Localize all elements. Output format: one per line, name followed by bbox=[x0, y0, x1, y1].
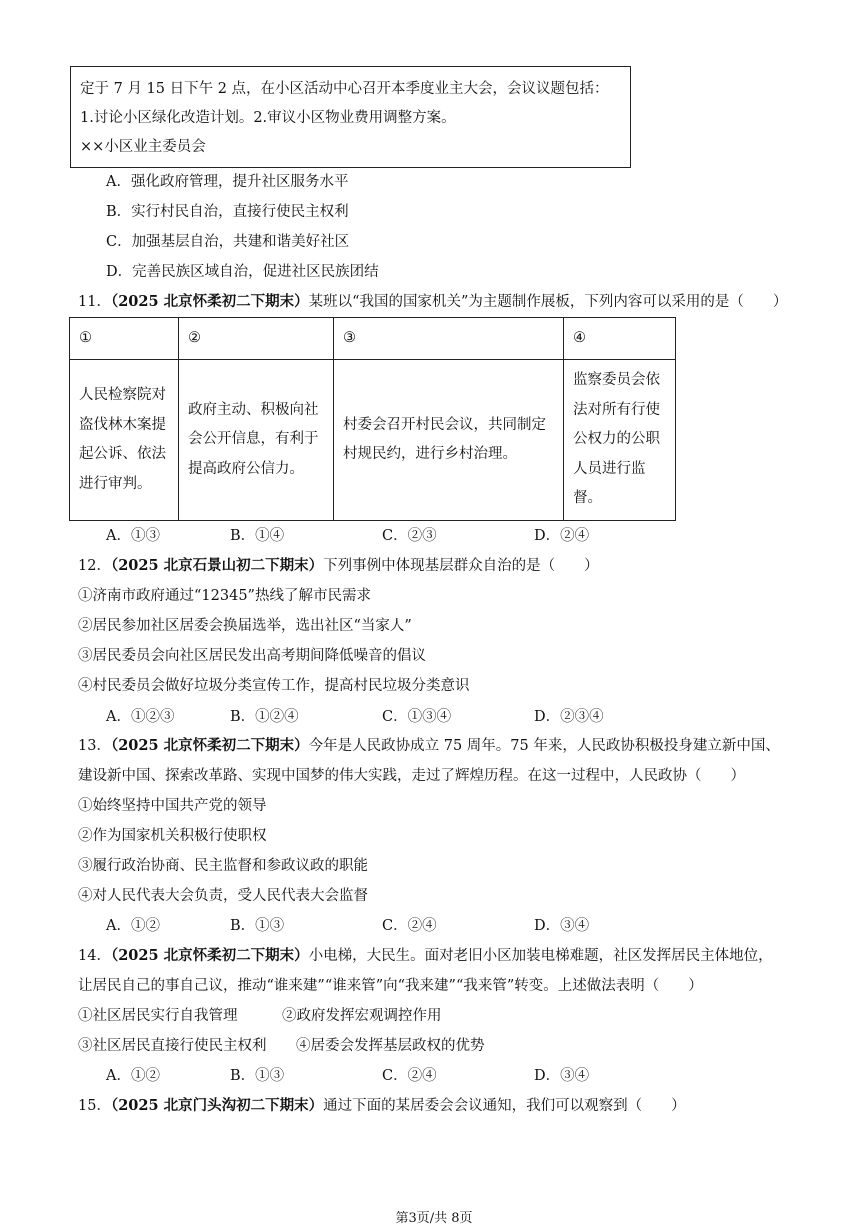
page-number-footer: 第3页/共 8页 bbox=[395, 1211, 473, 1226]
q12-source: （2025 北京石景山初二下期末） bbox=[110, 557, 324, 574]
q15-question bbox=[78, 1094, 686, 1115]
q10-option-c[interactable]: C．加强基层自治，共建和谐美好社区 bbox=[106, 234, 350, 250]
q12-option-b[interactable]: B．①②④ bbox=[230, 709, 299, 725]
q14-option-b[interactable]: B．①③ bbox=[230, 1068, 285, 1084]
q11-header-4: ④ bbox=[564, 318, 676, 360]
q13-option-a[interactable]: A．①② bbox=[106, 918, 160, 934]
q14-item-1: ①社区居民实行自我管理 bbox=[78, 1008, 238, 1024]
notice-line-1: 定于 7 月 15 日下午 2 点，在小区活动中心召开本季度业主大会，会议议题包括： bbox=[80, 81, 609, 97]
q13-stem-2: 建设新中国、探索改革路、实现中国梦的伟大实践，走过了辉煌历程。在这一过程中，人民政协（ ） bbox=[78, 768, 745, 784]
q12-item-1: ①济南市政府通过“12345”热线了解市民需求 bbox=[78, 588, 371, 604]
q12-item-4: ④村民委员会做好垃圾分类宣传工作，提高村民垃圾分类意识 bbox=[78, 678, 470, 694]
q12-option-c[interactable]: C．①③④ bbox=[382, 709, 452, 725]
q14-item-2: ②政府发挥宏观调控作用 bbox=[282, 1008, 442, 1024]
q13-item-1: ①始终坚持中国共产党的领导 bbox=[78, 798, 267, 814]
q13-option-b[interactable]: B．①③ bbox=[230, 918, 285, 934]
notice-line-2: 1.讨论小区绿化改造计划。2.审议小区物业费用调整方案。 bbox=[80, 110, 456, 126]
q10-option-a[interactable]: A．强化政府管理，提升社区服务水平 bbox=[106, 174, 349, 190]
q13-option-c[interactable]: C．②④ bbox=[382, 918, 437, 934]
q14-option-c[interactable]: C．②④ bbox=[382, 1068, 437, 1084]
q11-table-header-row bbox=[70, 318, 676, 360]
q11-option-c[interactable]: C．②③ bbox=[382, 528, 437, 544]
q11-table-body-row bbox=[70, 360, 676, 521]
q11-cell-4: 监察委员会依法对所有行使公权力的公职人员进行监督。 bbox=[564, 360, 676, 521]
q11-option-a[interactable]: A．①③ bbox=[106, 528, 160, 544]
q12-item-3: ③居民委员会向社区居民发出高考期间降低噪音的倡议 bbox=[78, 648, 426, 664]
notice-signature: ××小区业主委员会 bbox=[80, 139, 206, 155]
q13-stem-1: 今年是人民政协成立 75 周年。75 年来，人民政协积极投身建立新中国、 bbox=[308, 738, 780, 754]
q11-cell-2: 政府主动、积极向社会公开信息，有利于提高政府公信力。 bbox=[179, 360, 334, 521]
q14-item-3: ③社区居民直接行使民主权利 bbox=[78, 1038, 267, 1054]
q12-number: 12． bbox=[78, 558, 111, 574]
q11-header-1: ① bbox=[70, 318, 179, 360]
q14-option-d[interactable]: D．③④ bbox=[534, 1068, 590, 1084]
meeting-notice-box bbox=[70, 66, 631, 168]
q11-option-d[interactable]: D．②④ bbox=[534, 528, 590, 544]
q11-table bbox=[69, 317, 676, 521]
q14-number: 14． bbox=[78, 948, 111, 964]
q12-item-2: ②居民参加社区居委会换届选举，选出社区“当家人” bbox=[78, 618, 412, 634]
q12-question bbox=[78, 554, 599, 575]
q11-question bbox=[78, 290, 787, 311]
q10-option-b[interactable]: B．实行村民自治，直接行使民主权利 bbox=[106, 204, 349, 220]
q15-number: 15． bbox=[78, 1098, 111, 1114]
q11-header-3: ③ bbox=[334, 318, 564, 360]
q14-option-a[interactable]: A．①② bbox=[106, 1068, 160, 1084]
q14-question-line-1 bbox=[78, 944, 773, 965]
q15-source: （2025 北京门头沟初二下期末） bbox=[110, 1097, 324, 1114]
q13-question-line-1 bbox=[78, 734, 780, 755]
q14-stem-2: 让居民自己的事自己议，推动“谁来建”“谁来管”向“我来建”“我来管”转变。上述做法表明（ ） bbox=[78, 978, 703, 994]
q13-item-4: ④对人民代表大会负责，受人民代表大会监督 bbox=[78, 888, 368, 904]
q15-stem: 通过下面的某居委会会议通知，我们可以观察到（ ） bbox=[323, 1098, 686, 1114]
q11-source: （2025 北京怀柔初二下期末） bbox=[110, 293, 309, 310]
q14-stem-1: 小电梯，大民生。面对老旧小区加装电梯难题，社区发挥居民主体地位， bbox=[308, 948, 773, 964]
q13-item-2: ②作为国家机关积极行使职权 bbox=[78, 828, 267, 844]
q12-option-a[interactable]: A．①②③ bbox=[106, 709, 175, 725]
q13-number: 13． bbox=[78, 738, 111, 754]
q11-cell-3: 村委会召开村民会议，共同制定村规民约，进行乡村治理。 bbox=[334, 360, 564, 521]
q11-option-b[interactable]: B．①④ bbox=[230, 528, 285, 544]
q11-cell-1: 人民检察院对盗伐林木案提起公诉、依法进行审判。 bbox=[70, 360, 179, 521]
q12-option-d[interactable]: D．②③④ bbox=[534, 709, 604, 725]
q13-source: （2025 北京怀柔初二下期末） bbox=[110, 737, 309, 754]
q14-source: （2025 北京怀柔初二下期末） bbox=[110, 947, 309, 964]
q13-option-d[interactable]: D．③④ bbox=[534, 918, 590, 934]
q12-stem: 下列事例中体现基层群众自治的是（ ） bbox=[323, 558, 599, 574]
q10-option-d[interactable]: D．完善民族区域自治，促进社区民族团结 bbox=[106, 264, 379, 280]
q11-number: 11． bbox=[78, 294, 111, 310]
q11-stem: 某班以“我国的国家机关”为主题制作展板，下列内容可以采用的是（ ） bbox=[308, 294, 788, 310]
q14-item-4: ④居委会发挥基层政权的优势 bbox=[296, 1038, 485, 1054]
q11-header-2: ② bbox=[179, 318, 334, 360]
q13-item-3: ③履行政治协商、民主监督和参政议政的职能 bbox=[78, 858, 368, 874]
